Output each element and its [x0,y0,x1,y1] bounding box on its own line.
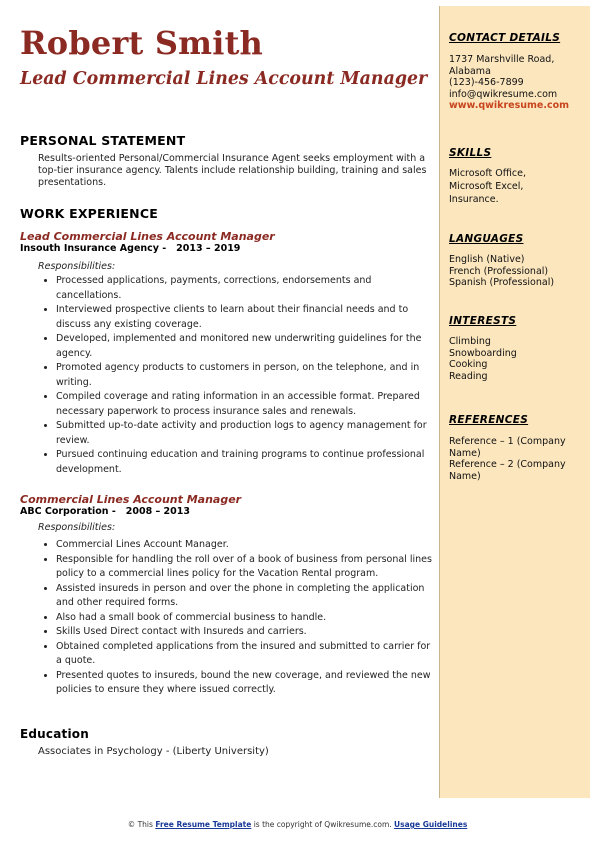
list-item: • Obtained completed applications from the insured and submitted to carrier for a quote. [56,640,436,669]
list-item: • Developed, implemented and monitored new underwriting guidelines for the agency. [56,332,436,361]
footer-middle: is the copyright of Qwikresume.com. [251,820,395,829]
candidate-title: Lead Commercial Lines Account Manager [20,69,428,89]
contact-email[interactable]: info@qwikresume.com [449,88,558,100]
job-company: Insouth Insurance Agency - 2013 – 2019 [20,243,241,254]
interests-list [449,336,581,382]
list-item: Microsoft Excel, [449,181,524,192]
copyright-footer [0,820,595,829]
languages-list [449,254,581,289]
work-experience-heading: WORK EXPERIENCE [20,206,158,221]
references-list [449,436,581,482]
responsibilities-label: Responsibilities: [38,261,116,272]
list-item: • Interviewed prospective clients to learn about their financial needs and to discuss any existing coverage. [56,303,436,332]
job-bullet-list [38,274,436,477]
job-company: ABC Corporation - 2008 – 2013 [20,506,190,517]
list-item: • Also had a small book of commercial business to handle. [56,611,436,626]
list-item: • Assisted insureds in person and over the phone in completing the application and other required forms. [56,582,436,611]
personal-statement-text: Results-oriented Personal/Commercial Insurance Agent seeks employment with a top-tier insurance agency. Talents include relationship building, training and sales presentations. [38,153,427,188]
list-item: Spanish (Professional) [449,277,555,288]
sidebar-panel [439,6,590,798]
list-item: • Promoted agency products to customers in person, on the telephone, and in writing. [56,361,436,390]
languages-heading: LANGUAGES [449,233,524,245]
list-item: • Compiled coverage and rating information in an accessible format. Prepared necessary paperwork to process insurance sales and renewals. [56,390,436,419]
interests-heading: INTERESTS [449,315,517,327]
contact-phone[interactable]: (123)-456-7899 [449,77,524,88]
personal-statement-heading: PERSONAL STATEMENT [20,133,186,148]
contact-address-line: 1737 Marshville Road, [449,54,555,65]
list-item: • Commercial Lines Account Manager. [56,538,436,553]
list-item: • Responsible for handling the roll over of a book of business from personal lines policy to a commercial lines policy for the Vacation Rental program. [56,553,436,582]
contact-heading: CONTACT DETAILS [449,32,561,44]
footer-prefix: © This [127,820,156,829]
list-item: French (Professional) [449,265,549,277]
list-item: Microsoft Office, [449,168,527,179]
list-item: • Pursued continuing education and training programs to continue professional development. [56,448,436,477]
list-item: Climbing [449,336,491,347]
free-resume-template-link[interactable]: Free Resume Template [155,820,252,829]
job-bullet-list [38,538,436,698]
contact-website[interactable]: www.qwikresume.com [449,100,570,111]
list-item: Snowboarding [449,347,517,359]
list-item: Insurance. [449,194,499,205]
usage-guidelines-link[interactable]: Usage Guidelines [394,820,468,829]
education-heading: Education [20,727,89,741]
references-heading: REFERENCES [449,414,529,426]
skills-heading: SKILLS [449,147,492,159]
list-item: Reference – 1 (Company Name) [449,436,566,459]
list-item: Reference – 2 (Company Name) [449,459,566,482]
list-item: English (Native) [449,254,525,265]
list-item: Cooking [449,359,488,370]
list-item: • Skills Used Direct contact with Insureds and carriers. [56,625,436,640]
candidate-name: Robert Smith [20,24,264,62]
list-item: Reading [449,370,488,382]
responsibilities-label: Responsibilities: [38,522,116,533]
list-item: • Submitted up-to-date activity and production logs to agency management for review. [56,419,436,448]
contact-address-line: Alabama [449,65,491,77]
list-item: • Presented quotes to insureds, bound the new coverage, and reviewed the new policies to ensure they where issued correctly. [56,669,436,698]
skills-list [449,167,581,206]
job-role: Lead Commercial Lines Account Manager [20,230,275,243]
contact-details [449,54,581,112]
education-entry: Associates in Psychology - (Liberty University) [38,746,269,757]
list-item: • Processed applications, payments, corrections, endorsements and cancellations. [56,274,436,303]
job-role: Commercial Lines Account Manager [20,493,242,506]
